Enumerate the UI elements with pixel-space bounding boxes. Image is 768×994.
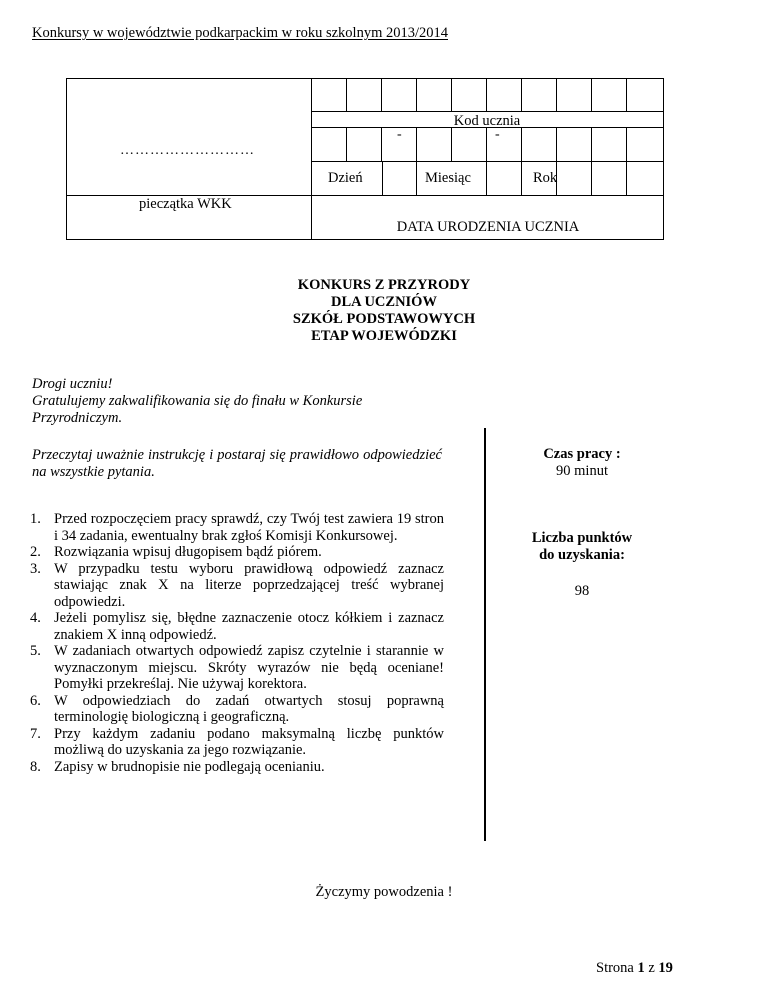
page-prefix: Strona [596, 960, 638, 976]
greeting-line-1: Drogi uczniu! [32, 376, 113, 392]
instruction: Przeczytaj uważnie instrukcję i postaraj się prawidłowo odpowiedzieć na wszystkie pytania. [32, 447, 442, 480]
greeting [32, 376, 452, 427]
cell-line [521, 78, 522, 111]
rule-number: 6. [30, 692, 41, 709]
rules-list [30, 511, 444, 775]
code-dash-2: - [495, 127, 500, 142]
cell-line [416, 78, 417, 111]
cell-line [451, 78, 452, 111]
year-label: Rok [533, 170, 558, 186]
page-total: 19 [658, 960, 673, 976]
rule-item [30, 726, 444, 759]
code-cell-line [486, 127, 487, 161]
title-line-3: SZKÓŁ PODSTAWOWYCH [292, 311, 476, 327]
rule-item [30, 511, 444, 544]
points-info [500, 530, 664, 564]
title-line-2: DLA UCZNIÓW [331, 294, 437, 310]
code-label: Kod ucznia [453, 113, 521, 129]
code-cell-line [556, 127, 557, 161]
stamp-label: pieczątka WKK [139, 196, 232, 212]
box-divider [311, 78, 312, 240]
rule-number: 1. [30, 511, 41, 527]
code-cell-line [626, 127, 627, 161]
rule-text: Jeżeli pomylisz się, błędne zaznaczenie otocz kółkiem i zaznacz znakiem X inną odpowiedź. [54, 610, 444, 643]
page-current: 1 [637, 960, 645, 976]
rule-number: 5. [30, 643, 41, 659]
cell-line [381, 78, 382, 111]
rule-number: 4. [30, 610, 41, 626]
sidebar-divider [484, 428, 486, 841]
time-info [500, 446, 664, 480]
code-dash-1: - [397, 127, 402, 142]
day-label: Dzień [328, 170, 363, 186]
rule-item [30, 693, 444, 726]
date-row-bottom-line [311, 195, 664, 196]
greeting-line-2: Gratulujemy zakwalifikowania się do finału w Konkursie [32, 393, 363, 409]
good-luck-text: Życzymy powodzenia ! [315, 884, 453, 900]
rule-number: 8. [30, 758, 41, 775]
date-cell-line [521, 161, 522, 195]
rule-text: Przy każdym zadaniu podano maksymalną liczbę punktów możliwą do uzyskania za jego rozwiązanie. [54, 725, 444, 758]
cell-line [591, 78, 592, 111]
cell-line [486, 78, 487, 111]
signature-dots: ……………………… [120, 143, 255, 158]
cell-line [346, 78, 347, 111]
date-cell-line [382, 161, 383, 195]
rule-text: W odpowiedziach do zadań otwartych stosuj poprawną terminologię biologiczną i geograficzną. [54, 692, 444, 725]
time-label: Czas pracy : [543, 446, 621, 462]
rule-text: Zapisy w brudnopisie nie podlegają ocenianiu. [54, 758, 325, 775]
code-row-bottom-line [311, 161, 664, 162]
cell-line [626, 78, 627, 111]
rule-item [30, 643, 444, 693]
date-cell-line [626, 161, 627, 195]
code-cell-line [521, 127, 522, 161]
code-cell-line [416, 127, 417, 161]
student-info-box [66, 78, 664, 240]
code-cell-line [451, 127, 452, 161]
greeting-line-3: Przyrodniczym. [32, 410, 123, 426]
date-cell-line [591, 161, 592, 195]
page-number [596, 960, 673, 977]
rule-item [30, 610, 444, 643]
rule-number: 2. [30, 544, 41, 560]
rule-text: W zadaniach otwartych odpowiedź zapisz czytelnie i starannie w wyznaczonym miejscu. Skróty wyrazów nie będą oceniane! Pomyłki przekreślaj. Nie używaj korektora. [54, 643, 444, 692]
title-line-4: ETAP WOJEWÓDZKI [311, 328, 457, 344]
cell-line [556, 78, 557, 111]
points-label-1: Liczba punktów [531, 530, 633, 546]
rule-number: 3. [30, 560, 41, 577]
rule-item [30, 544, 444, 561]
date-cell-line [486, 161, 487, 195]
time-value: 90 minut [556, 463, 608, 479]
date-cell-line [416, 161, 417, 195]
code-row-top-line [311, 111, 664, 112]
birth-date-label: DATA URODZENIA UCZNIA [396, 219, 580, 235]
rule-number: 7. [30, 725, 41, 742]
header-line: Konkursy w województwie podkarpackim w roku szkolnym 2013/2014 [32, 25, 449, 41]
title-line-1: KONKURS Z PRZYRODY [297, 277, 471, 293]
code-cell-line [346, 127, 347, 161]
rule-item [30, 561, 444, 611]
month-label: Miesiąc [425, 170, 471, 186]
points-label-2: do uzyskania: [539, 547, 625, 563]
rule-item [30, 759, 444, 776]
rule-text: W przypadku testu wyboru prawidłową odpowiedź zaznacz stawiając znak X na literze poprzedzającej treść wybranej odpowiedzi. [54, 560, 444, 610]
page-sep: z [644, 960, 659, 976]
rule-text: Rozwiązania wpisuj długopisem bądź piórem. [54, 544, 322, 560]
points-value: 98 [574, 583, 590, 599]
rule-text: Przed rozpoczęciem pracy sprawdź, czy Twój test zawiera 19 stron i 34 zadania, ewentualny brak zgłoś Komisji Konkursowej. [54, 511, 444, 544]
code-cell-line [591, 127, 592, 161]
code-cell-line [381, 127, 382, 161]
